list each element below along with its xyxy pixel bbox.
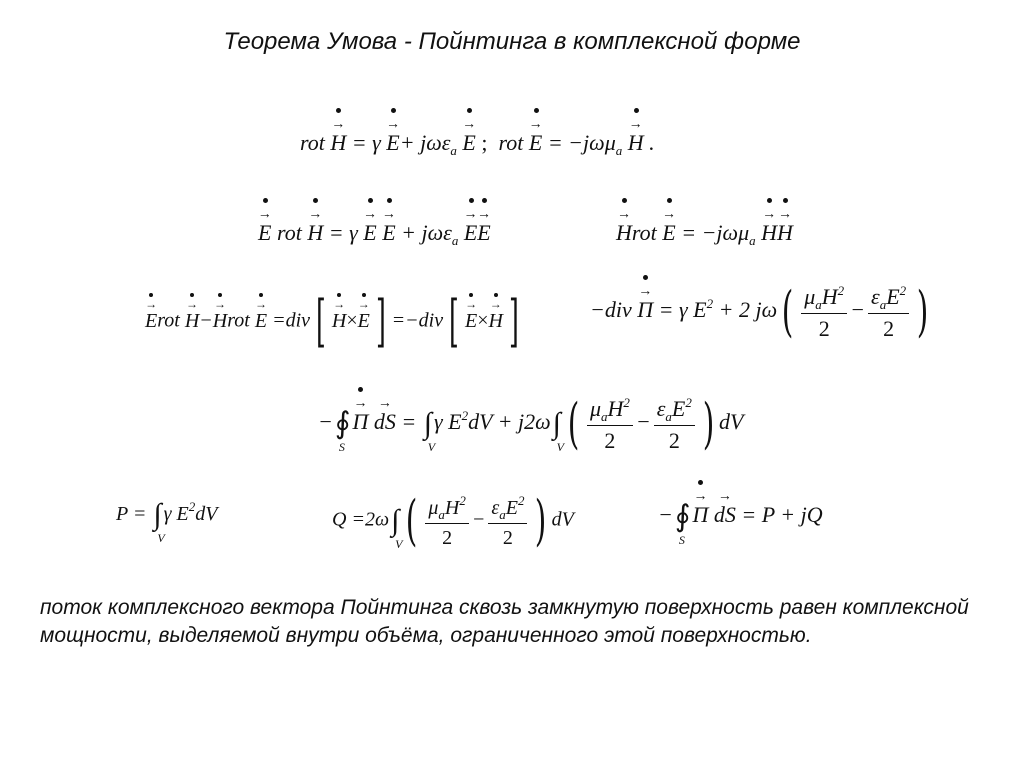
equation-maxwell: rot → H = γ → E+ jωε$_a$ → E ; rot → E = −jωμ$_a$ → H . <box>300 130 655 157</box>
equation-active-power: P = ∫ V γ $E^2dV$ <box>116 498 218 546</box>
equation-h-rot-e: → Hrot → E = −jωμ$_a$ → H→ H <box>616 220 793 247</box>
conclusion-text: поток комплексного вектора Пойнтинга сквозь замкнутую поверхность равен комплексной мощности, выделяемой внутри объёма, ограниченного этой поверхностью. <box>40 596 969 647</box>
equation-complex-power: −∮ S → Π → dS = P + jQ <box>658 502 823 532</box>
equation-reactive-power: Q =2ω∫ V ( $\frac{\mu_aH^2}{2}$ − $\frac{\varepsilon_aE^2}{2}$ ) dV <box>332 489 574 552</box>
equation-div-poynting: −div → Π = γ $E^2 + 2$ jω( $\frac{\mu_aH^2}{2}$ − $\frac{\varepsilon_aE^2}{2}$ ) <box>590 284 933 340</box>
equation-integral-form: −∮ S → Π → dS = ∫ V γ $E^2dV + j2\omega\int$ V ( $\frac{\mu_aH^2}{2}$ − $\frac{\varepsilon_aE^2}{2}$ ) dV <box>318 396 743 452</box>
equation-e-rot-h: → E rot → H = γ → E → E + jωε$_a$ → E→ E <box>258 220 491 247</box>
page-title: Теорема Умова - Пойнтинга в комплексной форме <box>223 28 801 55</box>
equation-divergence: → Erot → H−→ Hrot → E =div [→ H×→ E ] =−div [→ E×→ H ] <box>145 294 525 350</box>
